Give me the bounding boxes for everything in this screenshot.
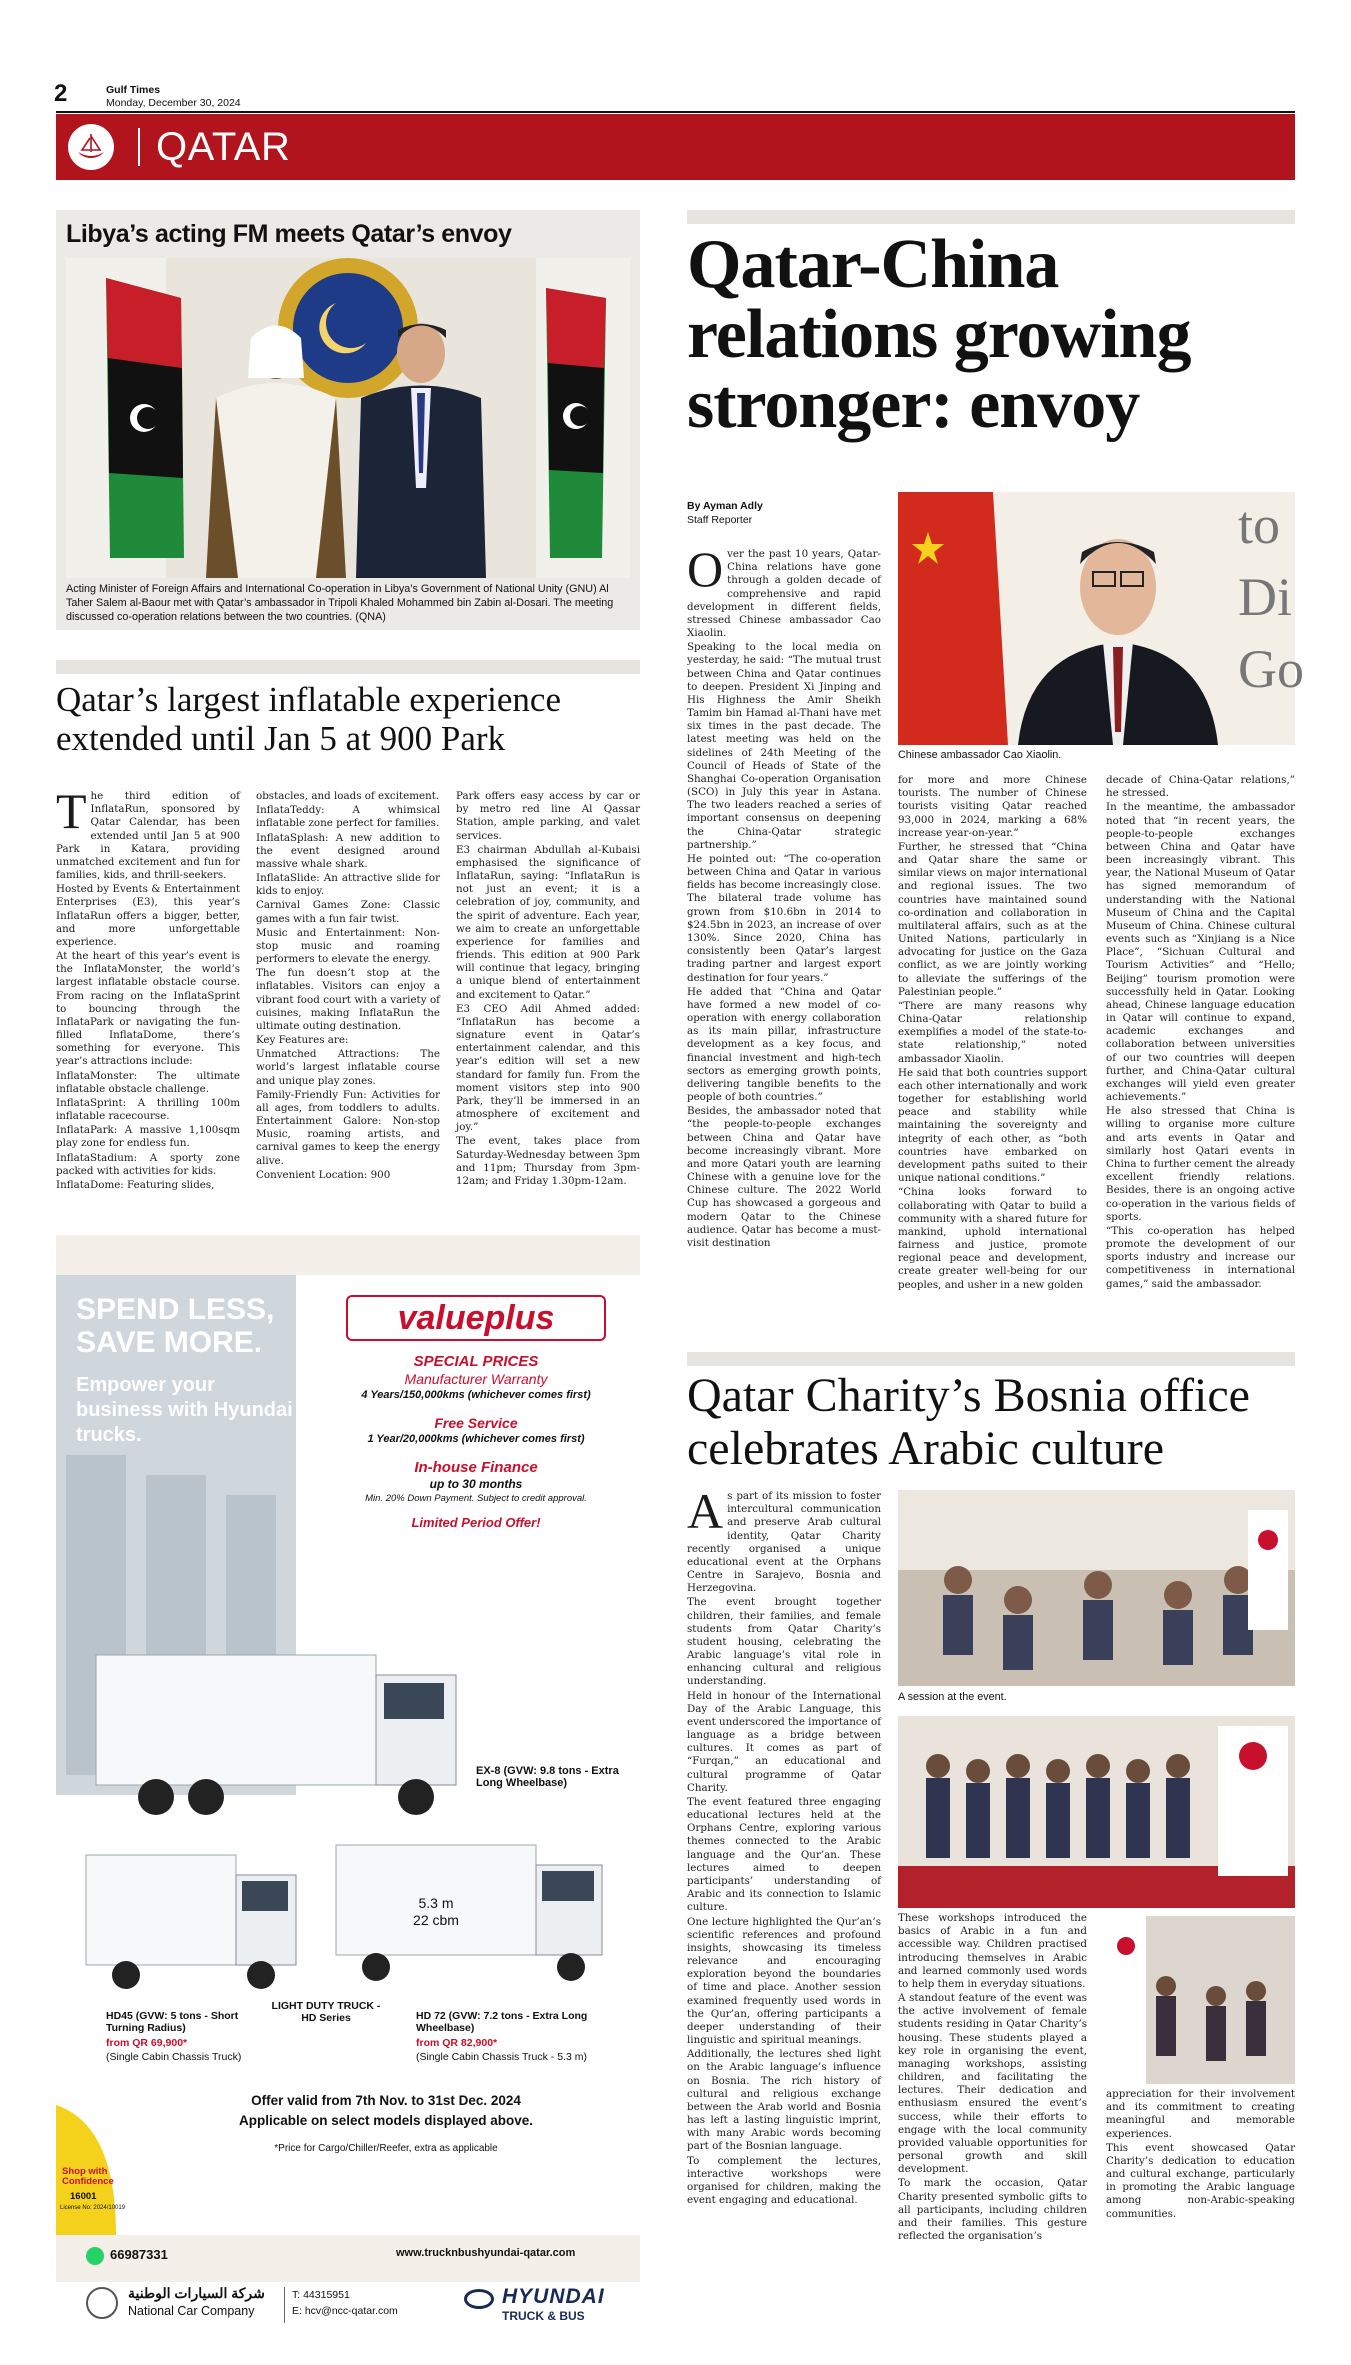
paragraph: The event brought together children, their families, and female students from Qatar Charity’s student housing, celebrating the Arabic language’s vital role in enhancing cultural and religious understanding. bbox=[687, 1596, 881, 1688]
inflatable-col-3 bbox=[456, 790, 640, 1260]
inflatable-headline: Qatar’s largest inflatable experience extended until Jan 5 at 900 Park bbox=[56, 680, 561, 759]
china-col-3 bbox=[1106, 774, 1295, 1360]
cbm-label: 22 cbm bbox=[413, 1912, 459, 1928]
paragraph: Held in honour of the International Day of the Arabic Language, this event underscored the importance of language as a bridge between cultures. It comes as part of “Furqan,” an educational and cultural programme of Qatar Charity. bbox=[687, 1689, 882, 1794]
masthead-rule bbox=[56, 111, 1295, 113]
company-email[interactable]: E: hcv@ncc-qatar.com bbox=[292, 2305, 398, 2317]
banner-divider bbox=[138, 128, 140, 166]
paragraph: “This co-operation has helped promote the development of our sports industry and increase our competitiveness in international games,” said the ambassador. bbox=[1106, 1224, 1295, 1290]
paragraph: InflataMonster: The ultimate inflatable obstacle challenge. bbox=[56, 1069, 240, 1095]
offer-validity: Offer valid from 7th Nov. to 31st Dec. 2024 bbox=[251, 2093, 521, 2108]
offer-applicable: Applicable on select models displayed above. bbox=[238, 2113, 534, 2128]
china-role: Staff Reporter bbox=[687, 514, 753, 526]
ad-spend-headline: SPEND LESS, SAVE MORE. bbox=[76, 1293, 275, 1359]
china-col-1 bbox=[687, 541, 881, 1360]
ad-hero bbox=[56, 1275, 640, 2235]
bosnia-col-1 bbox=[687, 1483, 882, 2280]
paragraph: These workshops introduced the basics of Arabic in a fun and accessible way. Children practised introducing themselves in Arabic and learned commonly used words to help them in everyday situations. bbox=[898, 1912, 1087, 1990]
paragraph: He pointed out: “The co-operation between China and Qatar in various fields has become increasingly close. The bilateral trade volume has grown from $10.6bn in 2014 to $24.5bn in 2023, an increase of over 130%. Since 2020, China has consistently been Qatar’s largest trading partner and largest export destination for four years.” bbox=[687, 852, 881, 984]
issue-date: Monday, December 30, 2024 bbox=[106, 97, 241, 109]
section-rule-bosnia bbox=[687, 1352, 1295, 1366]
bosnia-photo-1 bbox=[898, 1490, 1295, 1686]
paragraph: InflataTeddy: A whimsical inflatable zone perfect for families. bbox=[256, 804, 440, 830]
section-title: QATAR bbox=[156, 125, 291, 169]
finance-title: In-house Finance bbox=[414, 1459, 538, 1476]
service-detail: 1 Year/20,000kms (whichever comes first) bbox=[367, 1433, 585, 1445]
libya-photo bbox=[66, 258, 630, 578]
dropcap: A bbox=[687, 1483, 724, 1539]
china-flag bbox=[898, 492, 1008, 745]
paragraph: E3 CEO Adil Ahmed added: “InflataRun has become a signature event in Qatar’s entertainment calendar, and this year’s edition will set a new standard for family fun. From the moment visitors step into 900 Park, they’ll be immersed in an atmosphere of excitement and joy.” bbox=[456, 1002, 640, 1134]
bosnia-headline: Qatar Charity’s Bosnia office celebrates Arabic culture bbox=[687, 1369, 1250, 1475]
china-byline: By Ayman Adly bbox=[687, 500, 763, 512]
paragraph: for more and more Chinese tourists. The number of Chinese tourists visiting Qatar reached 93,000 in 2024, marking a 68% increase year-on-year.” bbox=[898, 774, 1087, 839]
paragraph: Speaking to the local media on yesterday, he said: “The mutual trust between China and Qatar continues to deepen. President Xi Jinping and His Highness the Amir Sheikh Tamim bin Hamad al-Thani have met six times in the past decade. The latest meeting was held on the sidelines of 24th Meeting of the Council of Heads of State of the Shanghai Co-operation Organisation (SCO) in July this year in Astana. The two leaders reached a series of important consensus on deepening the China-Qatar strategic partnership.” bbox=[687, 641, 881, 851]
paragraph: A standout feature of the event was the active involvement of female students residing in Qatar Charity’s housing. These students played a key role in organising the event, managing workshops, assisting children, and facilitating the lectures. Their dedication and enthusiasm ensured the event’s success, while their efforts to engage with the local community provided valuable opportunities for personal growth and skill development. bbox=[898, 1992, 1087, 2176]
paragraph: He said that both countries support each other internationally and work together for establishing world peace and stability while maintaining the sovereignty and integrity of each other, as “both countries have embarked on development paths suited to their unique national conditions.” bbox=[898, 1066, 1087, 1185]
company-phone[interactable]: T: 44315951 bbox=[292, 2289, 350, 2301]
hd72-note: (Single Cabin Chassis Truck - 5.3 m) bbox=[416, 2051, 587, 2063]
warranty-title: Manufacturer Warranty bbox=[404, 1371, 548, 1387]
special-prices: SPECIAL PRICES bbox=[413, 1353, 539, 1370]
china-col-2 bbox=[898, 774, 1087, 1360]
hd45-note: (Single Cabin Chassis Truck) bbox=[106, 2051, 242, 2063]
inflatable-col-2 bbox=[256, 790, 440, 1260]
paragraph: He added that “China and Qatar have formed a new model of co-operation with energy collaboration as its main pillar, infrastructure development as a key focus, and financial investment and high-tech sectors as emerging growth points, delivering tangible benefits to the people of both countries.” bbox=[687, 985, 881, 1104]
dropcap: O bbox=[687, 541, 724, 597]
paragraph: Further, he stressed that “China and Qatar share the same or similar views on major international and regional issues. The two countries have maintained sound co-ordination and collaboration in multilateral affairs, such as at the United Nations, particularly in advocating for justice on the Gaza conflict, as we are jointly working to alleviate the sufferings of the Palestinian people.” bbox=[898, 840, 1087, 998]
service-title: Free Service bbox=[434, 1415, 518, 1431]
hd45-price: from QR 69,900* bbox=[106, 2037, 188, 2049]
paragraph: This event showcased Qatar Charity’s dedication to education and cultural exchange, particularly in promoting the Arabic language among non-Arabic-speaking communities. bbox=[1106, 2141, 1295, 2220]
paragraph: “There are many reasons why China-Qatar relationship exemplifies a model of the state-to-state relationship,” noted ambassador Xiaolin. bbox=[898, 999, 1087, 1065]
paragraph: To mark the occasion, Qatar Charity presented symbolic gifts to all participants, including children and their families. This gesture reflected the organisation’s bbox=[898, 2177, 1087, 2243]
finance-note: Min. 20% Down Payment. Subject to credit approval. bbox=[365, 1493, 587, 1504]
paragraph: Unmatched Attractions: The world’s largest inflatable course and unique play zones. bbox=[256, 1048, 440, 1087]
inflatable-col-1 bbox=[56, 783, 240, 1260]
warranty-detail: 4 Years/150,000kms (whichever comes first) bbox=[361, 1389, 591, 1401]
ex8-label: EX-8 (GVW: 9.8 tons - Extra Long Wheelbase) bbox=[476, 1765, 619, 1789]
paragraph: appreciation for their involvement and its commitment to creating meaningful and memorable experiences. bbox=[1106, 2088, 1295, 2140]
bosnia-col-3 bbox=[1106, 2088, 1295, 2282]
limited-offer: Limited Period Offer! bbox=[411, 1515, 541, 1530]
ad-website[interactable]: www.trucknbushyundai-qatar.com bbox=[396, 2247, 576, 2259]
ncc-logo-icon bbox=[86, 2287, 118, 2319]
paragraph: “China looks forward to collaborating with Qatar to build a community with a shared future for mankind, uphold international fairness and justice, promote regional peace and development, create greater well-being for our peoples, and usher in a new golden bbox=[898, 1186, 1087, 1291]
paragraph: Music and Entertainment: Non-stop music and roaming performers to elevate the energy. bbox=[256, 926, 440, 966]
paragraph: To complement the lectures, interactive workshops were organised for children, making the event engaging and educational. bbox=[687, 2154, 881, 2207]
china-headline: Qatar-China relations growing stronger: envoy bbox=[687, 226, 1191, 443]
paragraph: s part of its mission to foster intercultural communication and preserve Arab cultural identity, Qatar Charity recently organised a unique educational event at the Orphans Centre in Sarajevo, Bosnia and Herzegovina. bbox=[687, 1490, 881, 1595]
china-photo-caption: Chinese ambassador Cao Xiaolin. bbox=[898, 749, 1062, 761]
valueplus-logo: valueplus bbox=[346, 1295, 606, 1341]
paragraph: Family-Friendly Fun: Activities for all ages, from toddlers to adults. Entertainment Galore: Non-stop Music, roaming artists, and carnival games to keep the energy alive. bbox=[256, 1088, 440, 1167]
whatsapp-number[interactable]: 66987331 bbox=[110, 2247, 168, 2262]
truck-bus-label: TRUCK & BUS bbox=[502, 2309, 585, 2323]
paragraph: He also stressed that China is willing to organise more culture and arts events in Qatar and similarly host Qatari events in China to further cement the already excellent friendly relations. Besides, there is an ongoing active co-operation in the various fields of sports. bbox=[1106, 1105, 1295, 1223]
china-photo bbox=[898, 492, 1304, 745]
backdrop-text-1: to bbox=[1238, 495, 1281, 555]
gulf-times-logo-icon bbox=[68, 124, 114, 170]
paragraph: decade of China-Qatar relations,” he stressed. bbox=[1106, 774, 1295, 800]
license-number: License No: 2024/10019 bbox=[60, 2205, 126, 2211]
badge-number: 16001 bbox=[70, 2191, 97, 2202]
paragraph: The fun doesn’t stop at the inflatables. Visitors can enjoy a vibrant food court with a variety of cuisines, making InflataRun the ultimate outing destination. bbox=[256, 967, 440, 1032]
hd72-title: HD 72 (GVW: 7.2 tons - Extra Long Wheelbase) bbox=[416, 2010, 588, 2034]
paragraph: E3 chairman Abdullah al-Kubaisi emphasised the significance of InflataRun, saying: “InflataRun is not just an event; it is a celebration of joy, community, and the spirit of adventure. Each year, we aim to create an unforgettable experience for families and friends. This edition at 900 Park will continue that legacy, bringing a unique blend of entertainment and excitement to Qatar.” bbox=[456, 843, 640, 1001]
light-duty-label: LIGHT DUTY TRUCK - HD Series bbox=[271, 2000, 381, 2024]
company-name: National Car Company bbox=[128, 2304, 255, 2318]
libya-flag-right bbox=[546, 288, 606, 558]
paragraph: InflataStadium: A sporty zone packed with activities for kids. bbox=[56, 1151, 240, 1177]
bosnia-photo-2 bbox=[898, 1716, 1295, 1908]
backdrop-text-3: Go bbox=[1238, 639, 1304, 699]
paragraph: Convenient Location: 900 bbox=[256, 1168, 391, 1181]
paragraph: One lecture highlighted the Qur’an’s scientific references and profound insights, showcasing its timeless relevance and encouraging exploration beyond the boundaries of time and place. Another session examined frequently used words in the Qur’an, offering participants a deeper understanding of their linguistic and spiritual meanings. bbox=[687, 1915, 881, 2047]
libya-caption: Acting Minister of Foreign Affairs and International Co-operation in Libya’s Government of National Unity (GNU) Al Taher Salem al-Baour met with Qatar’s ambassador in Tripoli Khaled Mohammed bin Zabin al-Dosari. The meeting discussed co-operation relations between the two countries. (QNA) bbox=[66, 583, 614, 624]
bosnia-photo-3 bbox=[1106, 1916, 1295, 2084]
hyundai-logo-icon bbox=[464, 2289, 494, 2309]
libya-flag-left bbox=[106, 278, 184, 558]
company-arabic: شركة السيارات الوطنية bbox=[128, 2285, 265, 2301]
section-rule-inflatable bbox=[56, 660, 640, 674]
paragraph: Besides, the ambassador noted that “the people-to-people exchanges between China and Qatar have become increasingly vibrant. More and more Qatari youth are learning Chinese with a genuine love for the Chinese culture. The 2022 World Cup has showcased a gorgeous and modern Qatar to the Chinese audience. Qatar has become a must-visit destination bbox=[687, 1105, 881, 1249]
paragraph: InflataSprint: A thrilling 100m inflatable racecourse. bbox=[56, 1096, 240, 1123]
section-banner bbox=[56, 114, 1295, 180]
paragraph: The event featured three engaging educational lectures held at the Orphans Centre, exploring various themes connected to the Arabic language and the Qur’an. These lectures aimed to deepen participants’ understanding of Arabic and its connection to Islamic culture. bbox=[687, 1795, 881, 1914]
section-rule-china bbox=[687, 210, 1295, 224]
ad-empower: Empower your business with Hyundai trucks. bbox=[76, 1374, 293, 1446]
paragraph: InflataSlide: An attractive slide for kids to enjoy. bbox=[256, 872, 440, 898]
paragraph: InflataSplash: A new addition to the event designed around massive whale shark. bbox=[256, 831, 440, 870]
price-note: *Price for Cargo/Chiller/Reefer, extra as applicable bbox=[274, 2143, 498, 2154]
paragraph: Park offers easy access by car or by metro red line Al Qassar Station, ample parking, and valet services. bbox=[456, 790, 640, 842]
paragraph: Carnival Games Zone: Classic games with a fun fair twist. bbox=[256, 899, 440, 925]
finance-detail: up to 30 months bbox=[429, 1477, 523, 1491]
confidence-badge: Shop with Confidence bbox=[62, 2166, 114, 2187]
dropcap: T bbox=[56, 783, 87, 839]
hd72-price: from QR 82,900* bbox=[416, 2037, 498, 2049]
paragraph: InflataPark: A massive 1,100sqm play zone for endless fun. bbox=[56, 1124, 240, 1150]
contact-divider bbox=[284, 2287, 285, 2323]
paragraph: At the heart of this year’s event is the InflataMonster, the world’s largest inflatable obstacle course. From racing on the InflataSprint to bouncing through the InflataPark or navigating the fun-filled InflataDome, there’s something for everyone. This year’s attractions include: bbox=[56, 950, 240, 1068]
backdrop-text-2: Di bbox=[1238, 567, 1292, 627]
page-number: 2 bbox=[54, 80, 68, 107]
hyundai-wordmark: HYUNDAI bbox=[502, 2285, 605, 2308]
paragraph: InflataDome: Featuring slides, bbox=[56, 1178, 215, 1191]
paragraph: he third edition of InflataRun, sponsored by Qatar Calendar, has been extended until Jan 5 at 900 Park in Katara, providing unmatched excitement and fun for families, kids, and thrill-seekers. bbox=[56, 790, 240, 882]
hd45-title: HD45 (GVW: 5 tons - Short Turning Radius) bbox=[106, 2010, 239, 2034]
paragraph: ver the past 10 years, Qatar-China relations have gone through a golden decade of comprehensive and rapid development in different fields, stressed Chinese ambassador Cao Xiaolin. bbox=[687, 548, 881, 640]
whatsapp-icon bbox=[86, 2247, 104, 2265]
dims-label: 5.3 m bbox=[418, 1895, 454, 1911]
paragraph: Hosted by Events & Entertainment Enterprises (E3), this year’s InflataRun offers a bigger, better, and more unforgettable experience. bbox=[56, 883, 240, 948]
paragraph: In the meantime, the ambassador noted that “in recent years, the people-to-people exchanges between China and Qatar have been increasingly vibrant. This year, the National Museum of Qatar has signed memorandum of understanding with the National Museum of China and the Capital Museum of China. Chinese cultural events such as “Xinjiang is a Nice Place”, “Sichuan Cultural and Tourism Activities” and “Hello; Beijing” tourism promotion were successfully held in Qatar. Looking ahead, Chinese language education in Qatar will continue to expand, academic exchanges and collaboration between universities of our two countries will deepen further, and China-Qatar cultural exchanges will yield even greater achievements.” bbox=[1106, 801, 1295, 1104]
hyundai-advertisement[interactable] bbox=[56, 1235, 640, 2323]
paragraph: obstacles, and loads of excitement. bbox=[256, 790, 440, 802]
paragraph: Key Features are: bbox=[256, 1034, 349, 1047]
bosnia-caption: A session at the event. bbox=[898, 1691, 1007, 1703]
libya-headline: Libya’s acting FM meets Qatar’s envoy bbox=[66, 220, 512, 248]
paper-name: Gulf Times bbox=[106, 84, 161, 96]
paragraph: The event, takes place from Saturday-Wednesday between 3pm and 11pm; Thursday from 3pm-12am; and Friday 1.30pm-12am. bbox=[456, 1135, 640, 1187]
bosnia-col-2 bbox=[898, 1912, 1087, 2282]
libya-box bbox=[56, 210, 640, 630]
paragraph: Additionally, the lectures shed light on the Arabic language’s influence on Bosnia. The rich history of cultural and religious exchange between the Arab world and Bosnia has left a lasting linguistic imprint, with many Arabic words becoming part of the Bosnian language. bbox=[687, 2048, 881, 2153]
